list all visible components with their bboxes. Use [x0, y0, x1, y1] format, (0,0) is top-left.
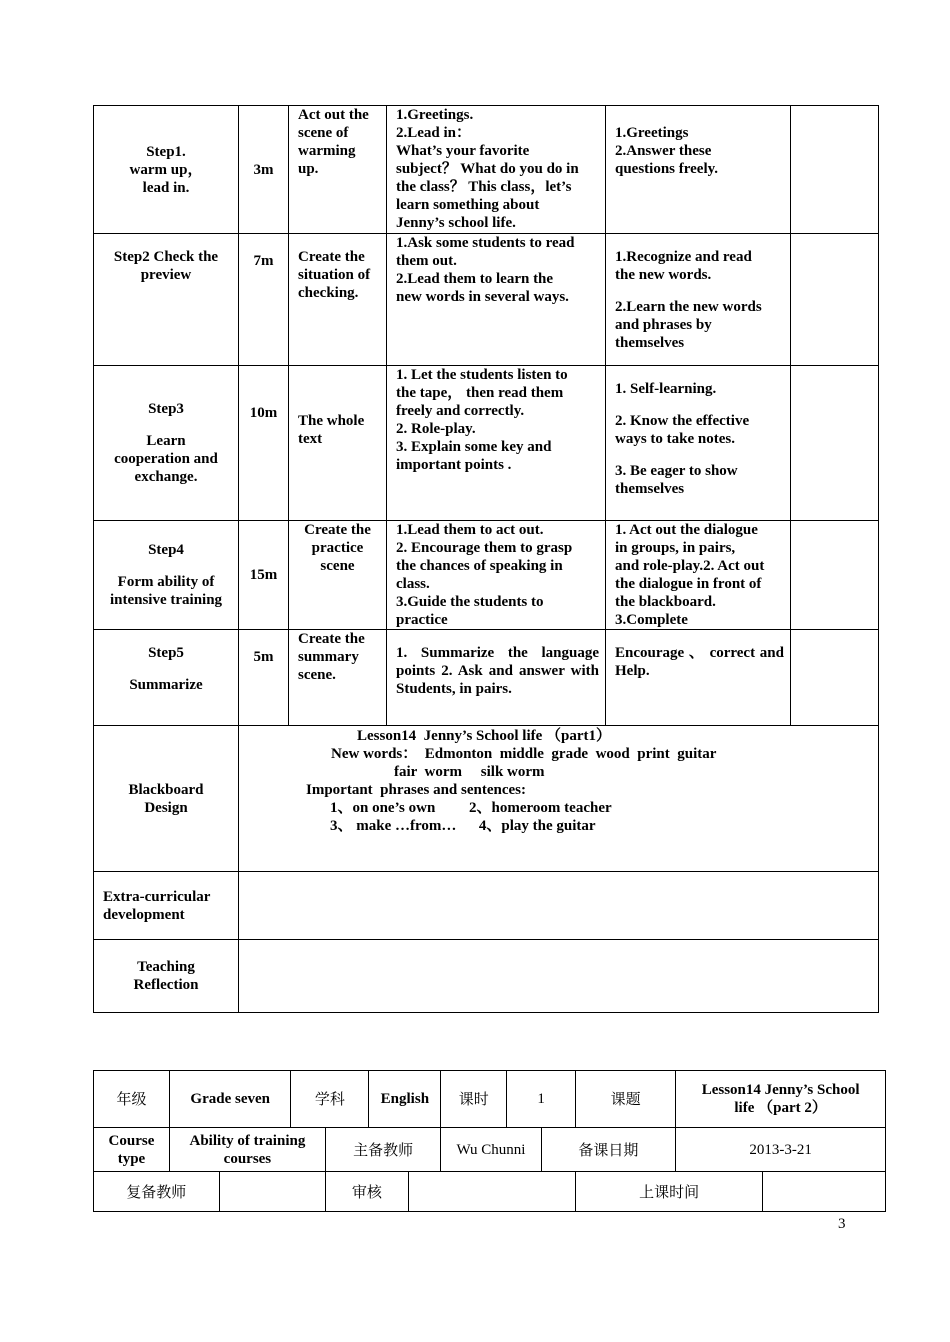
table-row	[94, 234, 879, 366]
topic-label: 课题	[575, 1071, 675, 1128]
teacher-activity: 1. Summarize the language points 2. Ask and answer with Students, in pairs.	[387, 630, 606, 726]
table-row	[94, 1172, 886, 1212]
grade-label: 年级	[94, 1071, 170, 1128]
course-info-table	[93, 1070, 886, 1212]
main-teacher-label: 主备教师	[325, 1128, 440, 1172]
period-label: 课时	[441, 1071, 507, 1128]
notes-cell	[791, 366, 879, 521]
step-name: Step3 Learn cooperation and exchange.	[94, 366, 239, 521]
student-activity: 1. Act out the dialogue in groups, in pairs, and role-play.2. Act out the dialogue in front of the blackboard. 3.Complete	[606, 521, 791, 630]
page-number: 3	[838, 1216, 846, 1232]
subject-value: English	[369, 1071, 441, 1128]
teacher-activity: 1. Let the students listen to the tape， then read them freely and correctly. 2. Role-play. 3. Explain some key and important points .	[387, 366, 606, 521]
blackboard-content: Lesson14 Jenny’s School life （part1） New words： Edmonton middle grade wood print guitar fair worm silk worm Important phrases and sentences: 1、on one’s own 2、homeroom teacher 3、 make …from… 4、play the guitar	[239, 726, 879, 872]
audit-label: 审核	[325, 1172, 408, 1212]
notes-cell	[791, 630, 879, 726]
course-type-label: Course type	[94, 1128, 170, 1172]
notes-cell	[791, 234, 879, 366]
student-activity: 1.Recognize and read the new words. 2.Learn the new words and phrases by themselves	[606, 234, 791, 366]
table-row	[94, 1128, 886, 1172]
prep-date-label: 备课日期	[541, 1128, 676, 1172]
step-name: Step5 Summarize	[94, 630, 239, 726]
class-time-label: 上课时间	[575, 1172, 762, 1212]
reflection-row	[94, 940, 879, 1013]
course-type-value: Ability of training courses	[169, 1128, 325, 1172]
step-name: Step1. warm up， lead in.	[94, 106, 239, 234]
step-content: Create the summary scene.	[289, 630, 387, 726]
step-time: 7m	[239, 234, 289, 366]
step-content: Create the situation of checking.	[289, 234, 387, 366]
extra-content	[239, 872, 879, 940]
notes-cell	[791, 106, 879, 234]
reflection-content	[239, 940, 879, 1013]
step-time: 5m	[239, 630, 289, 726]
teacher-activity: 1.Greetings. 2.Lead in： What’s your favorite subject？ What do you do in the class？ This class，let’s learn something about Jenny’s school life.	[387, 106, 606, 234]
prep-date-value: 2013-3-21	[676, 1128, 886, 1172]
review-teacher-label: 复备教师	[94, 1172, 220, 1212]
table-row	[94, 630, 879, 726]
lesson-steps-table	[93, 105, 879, 1013]
step-time: 3m	[239, 106, 289, 234]
topic-value: Lesson14 Jenny’s School life （part 2）	[676, 1071, 886, 1128]
teacher-activity: 1.Ask some students to read them out. 2.Lead them to learn the new words in several ways.	[387, 234, 606, 366]
notes-cell	[791, 521, 879, 630]
step-time: 10m	[239, 366, 289, 521]
student-activity: 1.Greetings 2.Answer these questions freely.	[606, 106, 791, 234]
period-value: 1	[507, 1071, 576, 1128]
table-row	[94, 521, 879, 630]
grade-value: Grade seven	[169, 1071, 291, 1128]
review-teacher-value	[219, 1172, 325, 1212]
step-content: The whole text	[289, 366, 387, 521]
student-activity: Encourage 、 correct and Help.	[606, 630, 791, 726]
main-teacher-value: Wu Chunni	[441, 1128, 541, 1172]
step-time: 15m	[239, 521, 289, 630]
table-row	[94, 106, 879, 234]
table-row	[94, 1071, 886, 1128]
reflection-label: Teaching Reflection	[94, 940, 239, 1013]
blackboard-label: Blackboard Design	[94, 726, 239, 872]
step-name: Step4 Form ability of intensive training	[94, 521, 239, 630]
table-row	[94, 366, 879, 521]
step-content: Create the practice scene	[289, 521, 387, 630]
blackboard-row	[94, 726, 879, 872]
audit-value	[408, 1172, 575, 1212]
student-activity: 1. Self-learning. 2. Know the effective ways to take notes. 3. Be eager to show themselves	[606, 366, 791, 521]
step-name: Step2 Check the preview	[94, 234, 239, 366]
teacher-activity: 1.Lead them to act out. 2. Encourage them to grasp the chances of speaking in class. 3.Guide the students to practice	[387, 521, 606, 630]
class-time-value	[763, 1172, 886, 1212]
extra-row	[94, 872, 879, 940]
subject-label: 学科	[291, 1071, 369, 1128]
extra-label: Extra-curricular development	[94, 872, 239, 940]
step-content: Act out the scene of warming up.	[289, 106, 387, 234]
